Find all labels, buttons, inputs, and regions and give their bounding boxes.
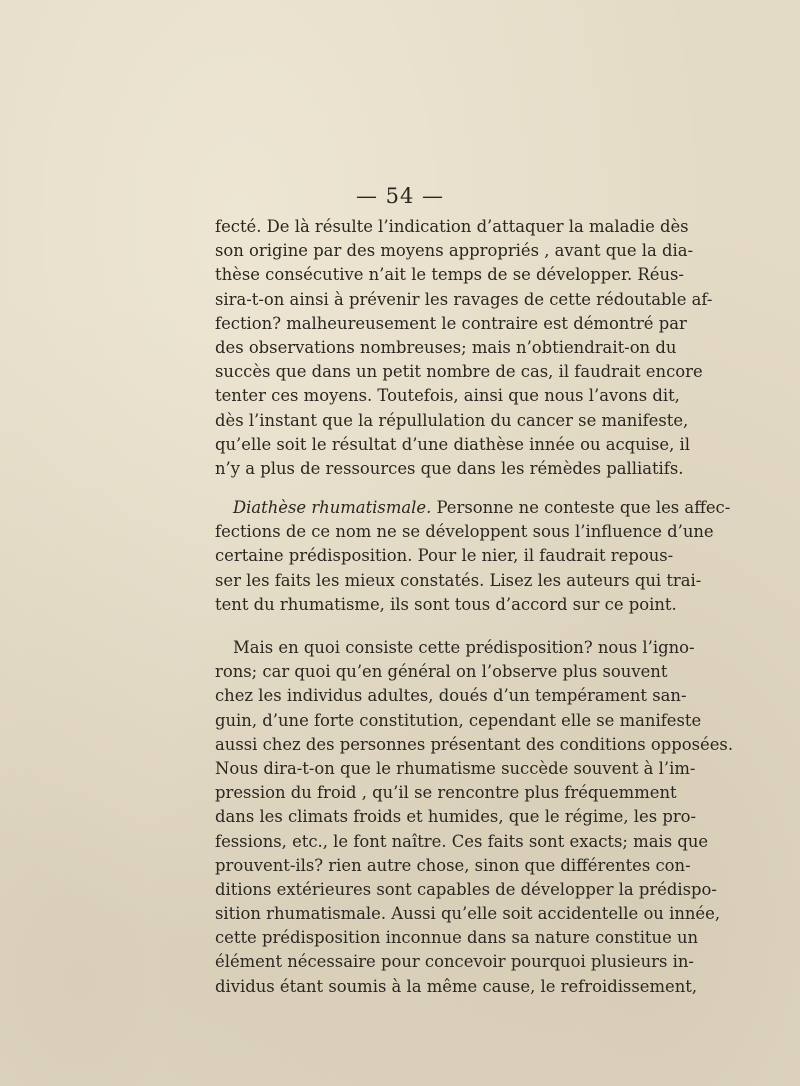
- body-text: [215, 215, 734, 999]
- paragraph-cancer: [215, 215, 713, 481]
- paragraph-spacer: [215, 617, 665, 636]
- text-line: Mais en quoi consiste cette prédisposition? nous l’igno-: [233, 638, 695, 657]
- text-line: élément nécessaire pour concevoir pourquoi plusieurs in-: [215, 952, 694, 972]
- page-number: — 54 —: [355, 184, 445, 208]
- text-line: dès l’instant que la répullulation du cancer se manifeste,: [215, 410, 689, 430]
- text-line: dividus étant soumis à la même cause, le refroidissement,: [215, 976, 698, 996]
- paragraph-rhumatismale: [215, 496, 731, 617]
- text-line: fection? malheureusement le contraire est démontré par: [215, 313, 687, 333]
- text-line: sira-t-on ainsi à prévenir les ravages de cette rédoutable af-: [215, 289, 713, 309]
- text-line: ser les faits les mieux constatés. Lisez les auteurs qui trai-: [215, 570, 702, 590]
- text-line: sition rhumatismale. Aussi qu’elle soit accidentelle ou innée,: [215, 904, 721, 924]
- text-line: ditions extérieures sont capables de développer la prédispo-: [215, 879, 717, 899]
- text-line: qu’elle soit le résultat d’une diathèse innée ou acquise, il: [215, 434, 690, 454]
- text-line: thèse consécutive n’ait le temps de se développer. Réus-: [215, 265, 684, 285]
- text-line: tent du rhumatisme, ils sont tous d’accord sur ce point.: [215, 594, 677, 614]
- text-line: Nous dira-t-on que le rhumatisme succède souvent à l’im-: [215, 758, 696, 778]
- section-lead: Diathèse rhumatismale.: [233, 498, 432, 518]
- paragraph-predisposition: [215, 636, 734, 999]
- text-line: cette prédisposition inconnue dans sa nature constitue un: [215, 928, 699, 948]
- text-line: pression du froid , qu’il se rencontre plus fréquemment: [215, 783, 677, 803]
- text-line: fecté. De là résulte l’indication d’attaquer la maladie dès: [215, 217, 689, 236]
- text-line: guin, d’une forte constitution, cependant elle se manifeste: [215, 710, 702, 730]
- text-line: succès que dans un petit nombre de cas, il faudrait encore: [215, 362, 703, 382]
- text-line: fessions, etc., le font naître. Ces faits sont exacts; mais que: [215, 831, 709, 851]
- text-line: tenter ces moyens. Toutefois, ainsi que nous l’avons dit,: [215, 386, 680, 406]
- text-line-rest: Personne ne conteste que les affec-: [431, 498, 731, 518]
- text-line: [215, 496, 731, 520]
- text-line: son origine par des moyens appropriés , avant que la dia-: [215, 241, 694, 261]
- text-line: prouvent-ils? rien autre chose, sinon que différentes con-: [215, 855, 691, 875]
- text-line: aussi chez des personnes présentant des conditions opposées.: [215, 734, 734, 754]
- text-line: chez les individus adultes, doués d’un tempérament san-: [215, 686, 687, 706]
- text-line: fections de ce nom ne se développent sous l’influence d’une: [215, 522, 714, 542]
- text-line: n’y a plus de ressources que dans les rémèdes palliatifs.: [215, 458, 684, 478]
- text-line: rons; car quoi qu’en général on l’observe plus souvent: [215, 662, 668, 682]
- text-line: dans les climats froids et humides, que le régime, les pro-: [215, 807, 697, 827]
- text-line: des observations nombreuses; mais n’obtiendrait-on du: [215, 337, 677, 357]
- text-line: certaine prédisposition. Pour le nier, il faudrait repous-: [215, 546, 674, 566]
- paragraph-spacer: [215, 481, 665, 496]
